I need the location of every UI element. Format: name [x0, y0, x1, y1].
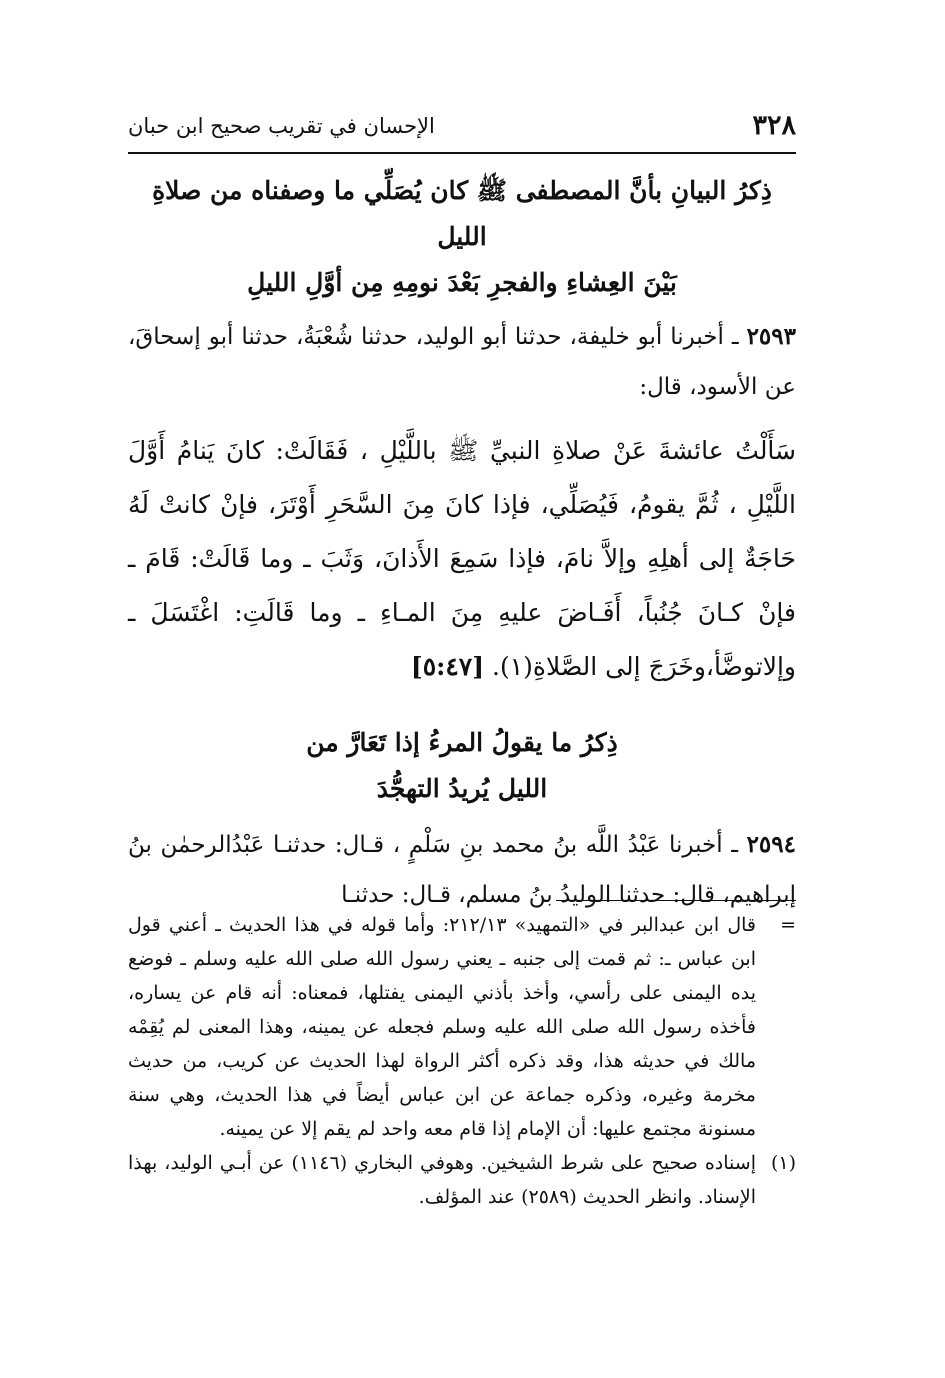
section-heading-2 [128, 720, 796, 812]
hadith-2594-isnad [128, 820, 796, 920]
hadith-2593-text [128, 424, 796, 694]
footnote-text: قال ابن عبدالبر في «التمهيد» ٢١٢/١٣: وأما قوله في هذا الحديث ـ أعني قول ابن عباس ـ: ثم قمت إلى جنبه ـ يعني رسول الله صلى الله عليه وسلم ـ فوضع يده اليمنى على رأسي، وأخذ بأذني اليمنى يفتلها، فمعناه: أنه قام عن يساره، فأخذه رسول الله صلى الله عليه وسلم فجعله عن يمينه، وهذا المعنى لم يُقِمْه مالك في حديثه هذا، وقد ذكره أكثر الرواة لهذا الحديث عن كريب، من حديث مخرمة وغيره، وذكره جماعة عن ابن عباس أيضاً في هذا الحديث، وهي سنة مسنونة مجتمع عليها: أن الإمام إذا قام معه واحد لم يقم إلا عن يمينه. [128, 914, 756, 1140]
main-text [128, 168, 796, 920]
running-title: الإحسان في تقريب صحيح ابن حبان [128, 114, 435, 138]
section-heading-2-line2: الليل يُريدُ التهجُّدَ [376, 774, 548, 803]
isnad-text: ـ أخبرنا أبو خليفة، حدثنا أبو الوليد، حدثنا شُعْبَةُ، حدثنا أبو إسحاقَ، عن الأسود، قال: [128, 324, 796, 400]
footnote-mark: = [780, 914, 796, 936]
section-heading-1-line2: بَيْنَ العِشاءِ والفجرِ بَعْدَ نومِهِ مِن أوَّلِ الليلِ [247, 268, 677, 297]
footnote-mark: (١) [770, 1152, 796, 1174]
hadith-number: ٢٥٩٤ [746, 831, 796, 858]
section-heading-1 [128, 168, 796, 306]
footnote-1 [128, 1146, 796, 1214]
matn-text: سَأَلْتُ عائشةَ عَنْ صلاةِ النبيِّ ﷺ باللَّيْلِ ، فَقَالَتْ: كانَ يَنامُ أَوَّلَ اللَّيْلِ ، ثُمَّ يقومُ، فَيُصَلِّي، فإذا كانَ مِنَ السَّحَرِ أَوْتَرَ، فإنْ كانتْ لَهُ حَاجَةٌ إلى أهلِهِ وإلاَّ نامَ، فإذا سَمِعَ الأَذانَ، وَثَبَ ـ وما قَالَتْ: قَامَ ـ فإنْ كـانَ جُنُباً، أَفَـاضَ عليهِ مِنَ المـاءِ ـ وما قَالَتِ: اغْتَسَلَ ـ وإلاتوضَّأ،وخَرَجَ إلى الصَّلاةِ(١). [128, 436, 796, 681]
footnote-text: إسناده صحيح على شرط الشيخين. وهوفي البخاري (١١٤٦) عن أبـي الوليد، بهذا الإسناد. وانظر الحديث (٢٥٨٩) عند المؤلف. [128, 1152, 756, 1208]
footnote-continued [128, 908, 796, 1146]
page-header [128, 104, 796, 152]
header-rule [128, 152, 796, 154]
isnad-text: ـ أخبرنا عَبْدُ اللَّه بنُ محمد بنِ سَلْمٍ ، قـال: حدثنـا عَبْدُالرحمٰن بنُ إبراهيم، قال: حدثنا الوليدُ بنُ مسلم، قـال: حدثنـا [128, 832, 796, 908]
section-heading-2-line1: ذِكرُ ما يقولُ المرءُ إذا تَعَارَّ من [306, 728, 618, 757]
hadith-reference: [٥:٤٧] [410, 652, 485, 681]
hadith-2593-isnad [128, 312, 796, 412]
section-heading-1-line1: ذِكرُ البيانِ بأنَّ المصطفى ﷺ كان يُصَلِّي ما وصفناه من صلاةِ الليل [152, 176, 772, 251]
hadith-number: ٢٥٩٣ [746, 323, 796, 350]
footnote-rule [556, 900, 796, 901]
footnotes [128, 908, 796, 1214]
page-number: ٣٢٨ [752, 110, 796, 141]
